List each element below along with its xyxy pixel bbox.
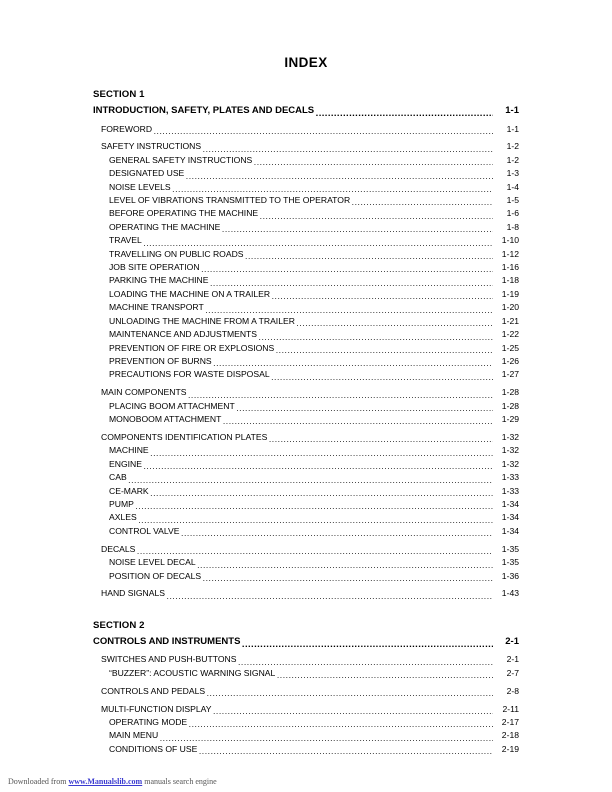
toc-entry-page: 2-7 xyxy=(506,667,519,678)
toc-entry[interactable] xyxy=(109,413,519,426)
toc-entry-page: 1-20 xyxy=(501,302,519,313)
toc-leader-dots xyxy=(254,158,493,167)
toc-leader-dots xyxy=(138,516,493,525)
toc-entry-page: 1-36 xyxy=(501,570,519,581)
toc-entry-page: 2-17 xyxy=(501,716,519,727)
toc-entry-label: LOADING THE MACHINE ON A TRAILER xyxy=(109,288,271,299)
toc-leader-dots xyxy=(150,489,493,498)
toc-entry-label: PREVENTION OF BURNS xyxy=(109,355,212,366)
toc-leader-dots xyxy=(276,346,493,355)
toc-entry[interactable] xyxy=(101,140,519,153)
toc-entry[interactable] xyxy=(101,685,519,698)
toc-entry-label: BEFORE OPERATING THE MACHINE xyxy=(109,208,259,219)
toc-entry[interactable] xyxy=(109,556,519,569)
toc-entry-page: 1-3 xyxy=(506,168,519,179)
toc-leader-dots xyxy=(128,476,493,485)
toc-leader-dots xyxy=(223,417,493,426)
toc-entry-page: 1-34 xyxy=(501,512,519,523)
toc-leader-dots xyxy=(201,265,493,274)
toc-leader-dots xyxy=(203,574,493,583)
toc-entry-label: FOREWORD xyxy=(101,123,153,134)
toc-entry-page: 1-2 xyxy=(506,154,519,165)
toc-entry[interactable] xyxy=(101,653,519,666)
toc-leader-dots xyxy=(272,292,493,301)
toc-entry[interactable] xyxy=(101,386,519,399)
toc-leader-dots xyxy=(167,592,494,601)
toc-entry-label: POSITION OF DECALS xyxy=(109,570,202,581)
toc-leader-dots xyxy=(242,640,493,649)
toc-entry-page: 1-4 xyxy=(506,181,519,192)
toc-entry-label: PREVENTION OF FIRE OR EXPLOSIONS xyxy=(109,342,275,353)
toc-leader-dots xyxy=(143,239,493,248)
toc-entry-page: 1-25 xyxy=(501,342,519,353)
toc-entry[interactable] xyxy=(109,570,519,583)
toc-leader-dots xyxy=(245,252,493,261)
toc-entry-label: HAND SIGNALS xyxy=(101,588,165,599)
toc-leader-dots xyxy=(154,127,493,136)
toc-entry-page: 1-33 xyxy=(501,472,519,483)
toc-entry-label: DESIGNATED USE xyxy=(109,168,185,179)
toc-entry[interactable] xyxy=(109,368,519,381)
toc-entry[interactable] xyxy=(109,194,519,207)
toc-entry[interactable] xyxy=(101,543,519,556)
toc-entry[interactable] xyxy=(109,221,519,234)
toc-entry[interactable] xyxy=(109,207,519,220)
toc-leader-dots xyxy=(210,279,493,288)
toc-entry[interactable] xyxy=(109,729,519,742)
toc-leader-dots xyxy=(271,373,493,382)
toc-entry-page: 1-43 xyxy=(501,588,519,599)
toc-entry[interactable] xyxy=(109,274,519,287)
toc-entry[interactable] xyxy=(109,485,519,498)
toc-entry-page: 1-32 xyxy=(501,445,519,456)
toc-entry-page: 1-34 xyxy=(501,525,519,536)
toc-entry[interactable] xyxy=(109,234,519,247)
toc-entry-page: 1-1 xyxy=(506,123,519,134)
toc-entry-page: 1-19 xyxy=(501,288,519,299)
toc-entry-label: TRAVEL xyxy=(109,235,142,246)
toc-entry[interactable] xyxy=(109,355,519,368)
toc-entry-label: PARKING THE MACHINE xyxy=(109,275,209,286)
toc-entry[interactable] xyxy=(109,248,519,261)
toc-entry-label: MAINTENANCE AND ADJUSTMENTS xyxy=(109,329,258,340)
toc-entry-page: 1-16 xyxy=(501,262,519,273)
toc-entry-label: UNLOADING THE MACHINE FROM A TRAILER xyxy=(109,315,295,326)
toc-entry-page: 1-27 xyxy=(501,369,519,380)
toc-leader-dots xyxy=(137,547,493,556)
toc-entry-page: 2-1 xyxy=(505,635,519,647)
manualslib-link[interactable]: www.Manualslib.com xyxy=(68,777,143,786)
toc-entry-label: CE-MARK xyxy=(109,485,149,496)
section-heading: SECTION 2 xyxy=(93,619,145,631)
toc-entry-label: ENGINE xyxy=(109,458,142,469)
toc-entry-label: NOISE LEVELS xyxy=(109,181,171,192)
toc-leader-dots xyxy=(160,734,493,743)
toc-entry-page: 1-32 xyxy=(501,458,519,469)
toc-leader-dots xyxy=(199,747,493,756)
toc-leader-dots xyxy=(277,671,493,680)
toc-leader-dots xyxy=(222,225,493,234)
table-of-contents xyxy=(93,88,519,756)
toc-entry-label: CONTROL VALVE xyxy=(109,525,180,536)
toc-entry-page: 2-19 xyxy=(501,743,519,754)
toc-entry-page: 1-2 xyxy=(506,141,519,152)
toc-entry[interactable] xyxy=(109,261,519,274)
toc-entry[interactable] xyxy=(109,288,519,301)
toc-entry-page: 1-22 xyxy=(501,329,519,340)
toc-entry-label: MACHINE TRANSPORT xyxy=(109,302,204,313)
toc-leader-dots xyxy=(259,333,493,342)
toc-leader-dots xyxy=(260,212,493,221)
toc-entry[interactable] xyxy=(109,498,519,511)
toc-entry-page: 1-34 xyxy=(501,498,519,509)
toc-leader-dots xyxy=(238,658,493,667)
toc-entry-page: 1-29 xyxy=(501,414,519,425)
toc-entry[interactable] xyxy=(109,471,519,484)
toc-entry-label: MULTI-FUNCTION DISPLAY xyxy=(101,703,212,714)
toc-entry-page: 1-12 xyxy=(501,248,519,259)
toc-entry-label: SWITCHES AND PUSH-BUTTONS xyxy=(101,654,237,665)
toc-entry-page: 1-35 xyxy=(501,543,519,554)
toc-leader-dots xyxy=(197,561,493,570)
toc-entry-label: SAFETY INSTRUCTIONS xyxy=(101,141,202,152)
footer-prefix: Downloaded from xyxy=(8,777,69,786)
page-title: INDEX xyxy=(284,55,328,70)
toc-entry-page: 2-1 xyxy=(506,654,519,665)
toc-entry-page: 1-8 xyxy=(506,221,519,232)
footer-suffix: manuals search engine xyxy=(142,777,217,786)
toc-entry[interactable] xyxy=(109,167,519,180)
toc-section xyxy=(93,619,519,756)
toc-entry-label: COMPONENTS IDENTIFICATION PLATES xyxy=(101,431,268,442)
toc-section xyxy=(93,88,519,601)
toc-entry-label: PUMP xyxy=(109,498,134,509)
toc-entry-label: JOB SITE OPERATION xyxy=(109,262,200,273)
toc-leader-dots xyxy=(135,502,493,511)
toc-entry-page: 1-32 xyxy=(501,431,519,442)
toc-leader-dots xyxy=(205,306,493,315)
toc-leader-dots xyxy=(213,707,493,716)
toc-leader-dots xyxy=(203,145,493,154)
toc-entry[interactable] xyxy=(109,458,519,471)
toc-entry-label: MAIN MENU xyxy=(109,730,159,741)
toc-entry-label: AXLES xyxy=(109,512,137,523)
toc-entry[interactable] xyxy=(93,104,519,118)
toc-leader-dots xyxy=(181,529,493,538)
toc-entry-label: CONTROLS AND INSTRUMENTS xyxy=(93,635,241,647)
toc-entry-label: “BUZZER”: ACOUSTIC WARNING SIGNAL xyxy=(109,667,276,678)
toc-leader-dots xyxy=(236,404,493,413)
toc-entry-label: CONTROLS AND PEDALS xyxy=(101,685,206,696)
toc-leader-dots xyxy=(207,689,493,698)
toc-entry-page: 1-35 xyxy=(501,557,519,568)
toc-entry-page: 1-10 xyxy=(501,235,519,246)
toc-leader-dots xyxy=(296,319,493,328)
toc-entry-label: TRAVELLING ON PUBLIC ROADS xyxy=(109,248,244,259)
toc-entry[interactable] xyxy=(101,703,519,716)
toc-entry-page: 1-33 xyxy=(501,485,519,496)
section-heading: SECTION 1 xyxy=(93,89,145,100)
toc-entry[interactable] xyxy=(109,444,519,457)
toc-entry-page: 2-8 xyxy=(506,685,519,696)
toc-entry[interactable] xyxy=(109,328,519,341)
toc-entry[interactable] xyxy=(109,154,519,167)
toc-entry[interactable] xyxy=(109,315,519,328)
toc-entry-label: NOISE LEVEL DECAL xyxy=(109,557,196,568)
toc-leader-dots xyxy=(189,720,493,729)
toc-entry-label: PRECAUTIONS FOR WASTE DISPOSAL xyxy=(109,369,270,380)
toc-entry-page: 2-18 xyxy=(501,730,519,741)
toc-entry[interactable] xyxy=(101,431,519,444)
toc-entry[interactable] xyxy=(109,400,519,413)
toc-entry-label: PLACING BOOM ATTACHMENT xyxy=(109,400,235,411)
toc-entry-page: 1-5 xyxy=(506,195,519,206)
toc-entry[interactable] xyxy=(109,511,519,524)
toc-entry-page: 1-18 xyxy=(501,275,519,286)
toc-entry-page: 1-28 xyxy=(501,387,519,398)
toc-leader-dots xyxy=(352,198,493,207)
toc-leader-dots xyxy=(186,172,493,181)
toc-leader-dots xyxy=(316,109,493,118)
toc-leader-dots xyxy=(172,185,493,194)
toc-entry-page: 1-6 xyxy=(506,208,519,219)
toc-entry[interactable] xyxy=(101,123,519,136)
toc-entry-label: DECALS xyxy=(101,543,136,554)
toc-leader-dots xyxy=(188,391,493,400)
toc-entry-page: 1-26 xyxy=(501,355,519,366)
toc-leader-dots xyxy=(269,435,493,444)
toc-entry-page: 1-1 xyxy=(505,105,519,116)
toc-entry-label: CONDITIONS OF USE xyxy=(109,743,198,754)
toc-entry[interactable] xyxy=(109,525,519,538)
toc-leader-dots xyxy=(213,359,493,368)
toc-entry-label: MAIN COMPONENTS xyxy=(101,387,187,398)
toc-entry-label: OPERATING THE MACHINE xyxy=(109,221,221,232)
toc-entry-page: 1-21 xyxy=(501,315,519,326)
toc-leader-dots xyxy=(143,462,493,471)
toc-entry-label: MONOBOOM ATTACHMENT xyxy=(109,414,222,425)
toc-entry[interactable] xyxy=(109,181,519,194)
toc-entry[interactable] xyxy=(109,743,519,756)
toc-entry[interactable] xyxy=(109,716,519,729)
toc-entry[interactable] xyxy=(109,342,519,355)
toc-entry-label: GENERAL SAFETY INSTRUCTIONS xyxy=(109,154,253,165)
toc-entry[interactable] xyxy=(101,587,519,600)
toc-entry-page: 2-11 xyxy=(502,703,519,714)
toc-entry-label: MACHINE xyxy=(109,445,149,456)
toc-leader-dots xyxy=(150,449,493,458)
toc-entry[interactable] xyxy=(109,301,519,314)
toc-entry-label: CAB xyxy=(109,472,127,483)
toc-entry-label: INTRODUCTION, SAFETY, PLATES AND DECALS xyxy=(93,105,315,116)
toc-entry-page: 1-28 xyxy=(501,400,519,411)
toc-entry-label: LEVEL OF VIBRATIONS TRANSMITTED TO THE OPERATOR xyxy=(109,195,351,206)
toc-entry[interactable] xyxy=(109,667,519,680)
toc-entry[interactable] xyxy=(93,635,519,649)
page-footer xyxy=(8,777,217,786)
toc-entry-label: OPERATING MODE xyxy=(109,716,188,727)
